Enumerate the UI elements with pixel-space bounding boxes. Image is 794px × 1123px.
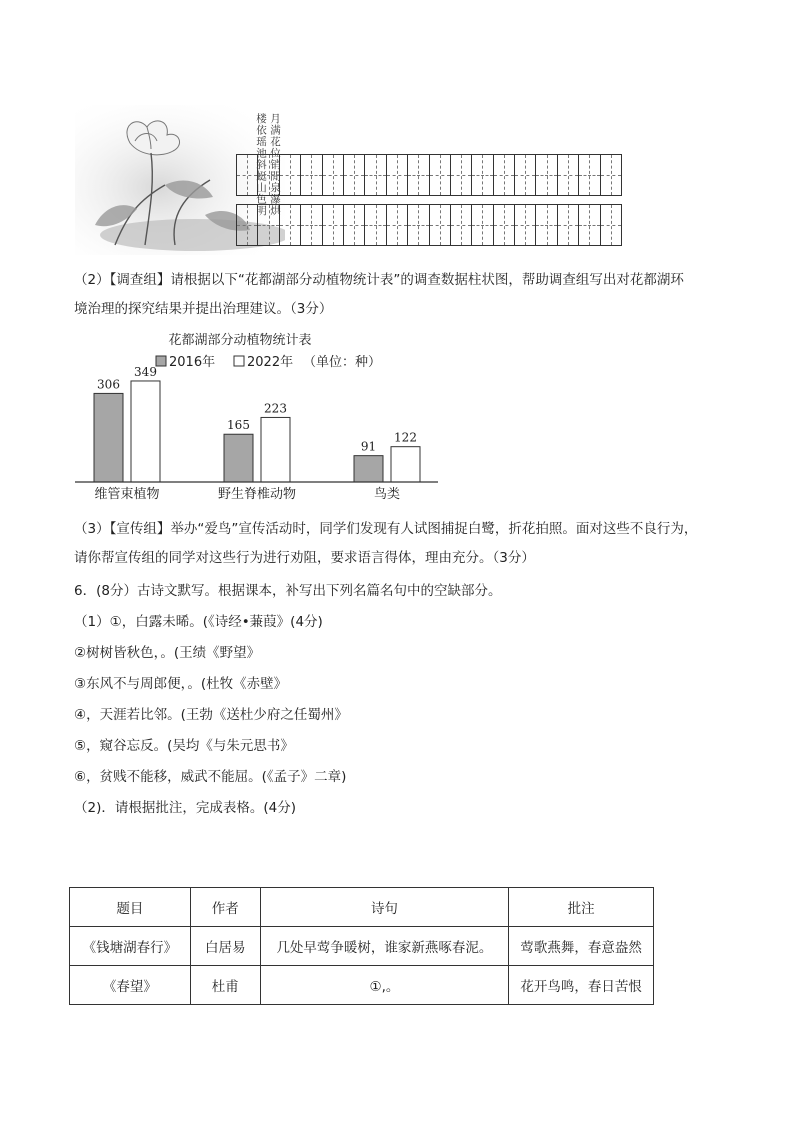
poem-column-1: 月满花位销閒泉瀑烘 xyxy=(269,113,281,217)
q2-text-line-1: （2）【调查组】请根据以下“花都湖部分动植物统计表”的调查数据柱状图，帮助调查组写出对花都湖环 xyxy=(74,272,684,288)
bar-0-1 xyxy=(131,381,160,482)
bar-label-2-0: 91 xyxy=(360,439,377,454)
cell-author: 杜甫 xyxy=(190,966,260,1005)
q6-line-6: ⑥，贫贱不能移，威武不能屈。(《孟子》二章) xyxy=(74,769,347,785)
header-author: 作者 xyxy=(190,888,260,927)
poem-table xyxy=(69,887,654,1005)
header-lines: 诗句 xyxy=(260,888,509,927)
chart-title: 花都湖部分动植物统计表 xyxy=(168,333,312,348)
q6-line-1: （1）①，白露未晞。(《诗经•蒹葭》(4分) xyxy=(74,614,323,630)
cell-author: 白居易 xyxy=(190,927,260,966)
q3-text-line-2: 请你帮宣传组的同学对这些行为进行劝阻，要求语言得体，理由充分。（3分） xyxy=(74,550,535,566)
q6-header: 6．(8分）古诗文默写。根据课本，补写出下列名篇名句中的空缺部分。 xyxy=(74,583,502,599)
legend-label-2016: 2016年 xyxy=(169,355,216,370)
table-header-row xyxy=(70,888,654,927)
q3-text-line-1: （3）【宣传组】举办“爱鸟”宣传活动时，同学们发现有人试图捕捉白鹭，折花拍照。面对这些不良行为， xyxy=(74,521,698,537)
bar-2-1 xyxy=(391,447,420,482)
bar-chart xyxy=(60,325,460,505)
category-label-1: 野生脊椎动物 xyxy=(217,487,297,502)
bar-label-1-0: 165 xyxy=(227,418,250,433)
cell-annotation: 莺歌燕舞，春意盎然 xyxy=(509,927,654,966)
legend-swatch-2022 xyxy=(234,356,244,366)
writing-grid-row-2[interactable] xyxy=(236,204,622,246)
bar-1-1 xyxy=(261,417,290,482)
bar-0-0 xyxy=(94,393,123,482)
writing-grid-row-1[interactable] xyxy=(236,154,622,196)
q6-line-7: （2)．请根据批注，完成表格。(4分) xyxy=(74,800,296,816)
bar-label-2-1: 122 xyxy=(394,430,417,445)
bar-2-0 xyxy=(354,456,383,482)
category-label-2: 鸟类 xyxy=(373,487,401,502)
cell-title: 《钱塘湖春行》 xyxy=(70,927,191,966)
cell-lines-blank[interactable]: ①,。 xyxy=(260,966,509,1005)
category-label-0: 维管束植物 xyxy=(94,487,160,502)
bar-label-0-0: 306 xyxy=(97,377,120,392)
cell-lines: 几处早莺争暖树，谁家新燕啄春泥。 xyxy=(260,927,509,966)
bar-1-0 xyxy=(224,434,253,482)
q6-line-3: ③东风不与周郎便，。(杜牧《赤壁》 xyxy=(74,676,288,692)
q2-text-line-2: 境治理的探究结果并提出治理建议。（3分） xyxy=(74,301,333,317)
q6-line-4: ④，天涯若比邻。(王勃《送杜少府之任蜀州》 xyxy=(74,707,348,723)
poem-column-2: 楼依瑶池斜蜓山色明 xyxy=(255,113,267,217)
table-row xyxy=(70,927,654,966)
legend-unit: （单位：种） xyxy=(303,355,382,370)
cell-annotation: 花开鸟鸣，春日苦恨 xyxy=(509,966,654,1005)
header-title: 题目 xyxy=(70,888,191,927)
header-annotation: 批注 xyxy=(509,888,654,927)
q6-line-5: ⑤，窥谷忘反。(吴均《与朱元思书》 xyxy=(74,738,294,754)
q6-line-2: ②树树皆秋色，。(王绩《野望》 xyxy=(74,645,261,661)
legend-swatch-2016 xyxy=(156,356,166,366)
legend-label-2022: 2022年 xyxy=(247,355,294,370)
bar-label-0-1: 349 xyxy=(134,364,157,379)
bar-label-1-1: 223 xyxy=(264,401,287,416)
cell-title: 《春望》 xyxy=(70,966,191,1005)
table-row xyxy=(70,966,654,1005)
